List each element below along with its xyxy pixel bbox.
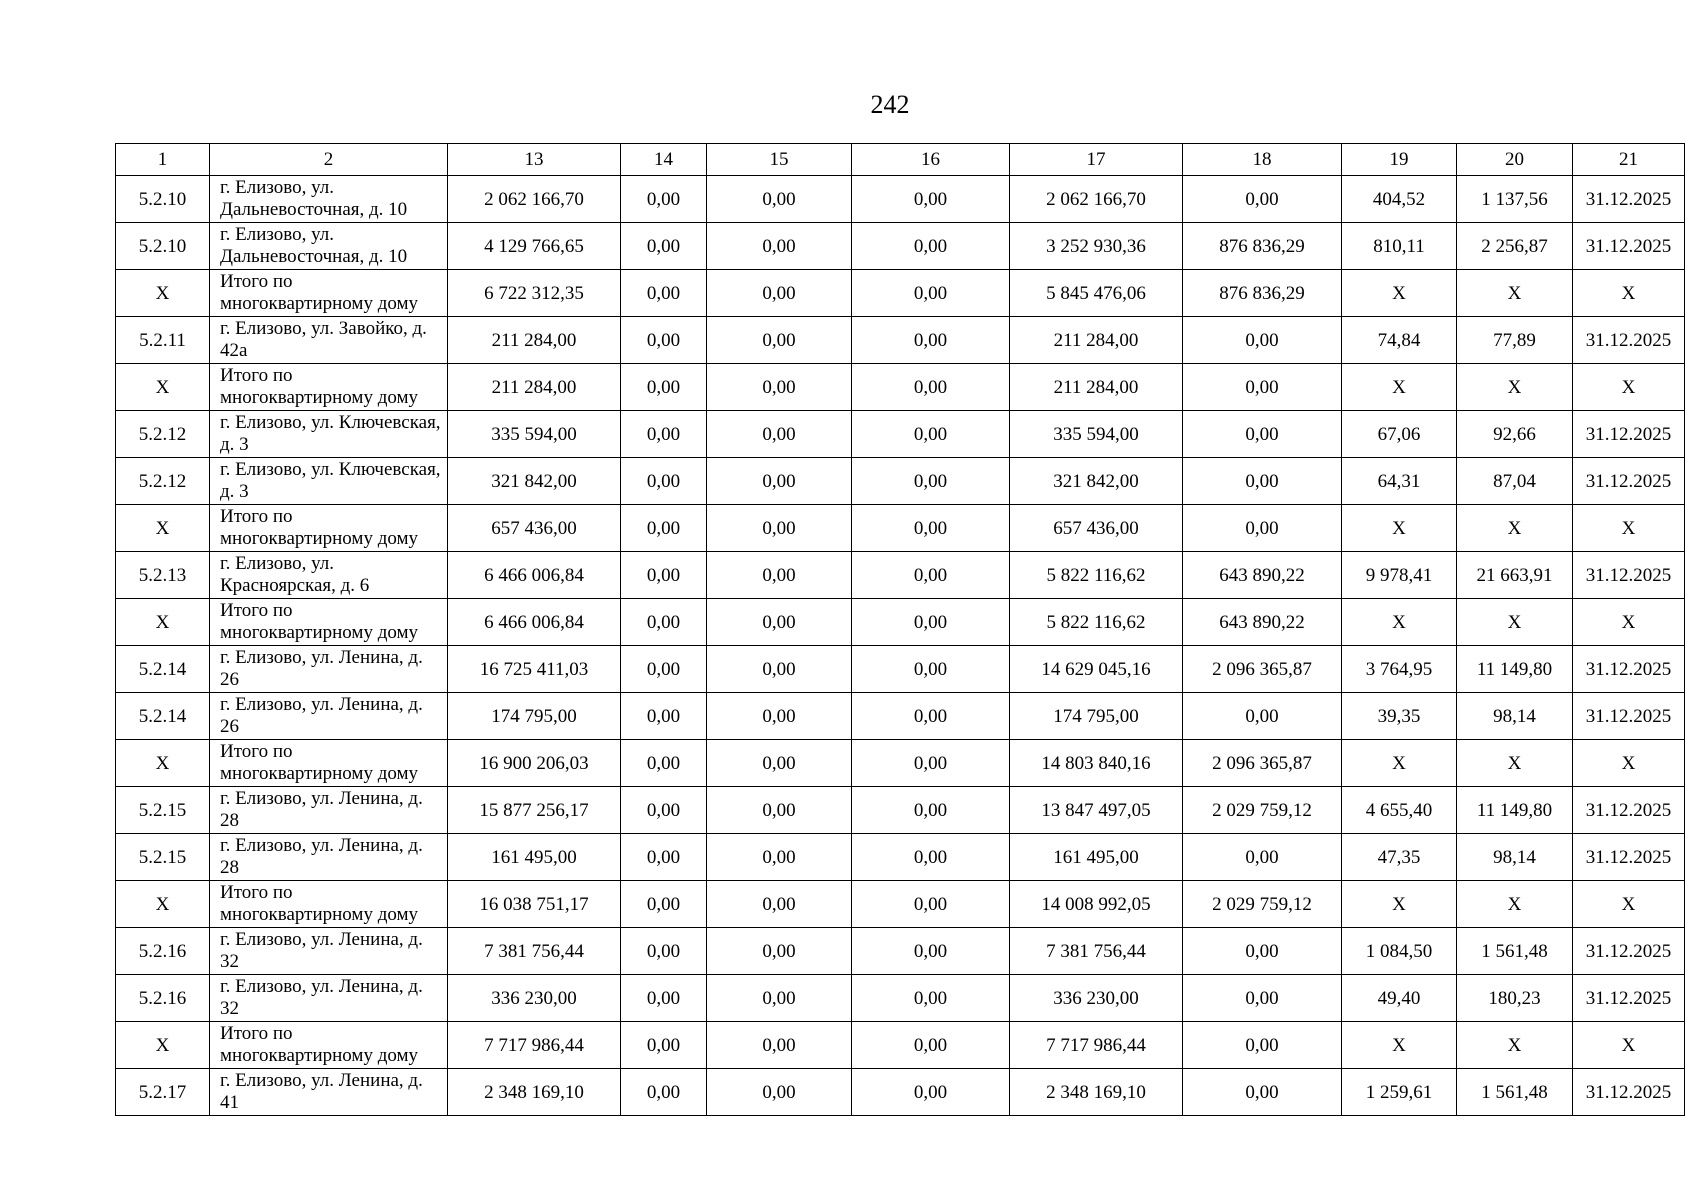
col-16-cell: 0,00 — [852, 552, 1010, 599]
table-row — [116, 505, 1685, 552]
col-16-cell: 0,00 — [852, 834, 1010, 881]
address-cell: г. Елизово, ул. Дальневосточная, д. 10 — [210, 223, 448, 270]
col-17-cell: 5 822 116,62 — [1010, 552, 1183, 599]
col-20-cell: X — [1457, 599, 1573, 646]
address-cell: г. Елизово, ул. Ключевская, д. 3 — [210, 411, 448, 458]
col-16-cell: 0,00 — [852, 787, 1010, 834]
col-21-cell: X — [1573, 599, 1685, 646]
col-17-cell: 14 008 992,05 — [1010, 881, 1183, 928]
col-21-cell: 31.12.2025 — [1573, 975, 1685, 1022]
col-19-cell: X — [1342, 599, 1457, 646]
table-row — [116, 787, 1685, 834]
table-row — [116, 411, 1685, 458]
row-number-cell: X — [116, 599, 210, 646]
table-row — [116, 223, 1685, 270]
col-17-cell: 211 284,00 — [1010, 364, 1183, 411]
col-19-cell: 9 978,41 — [1342, 552, 1457, 599]
col-19-cell: 1 084,50 — [1342, 928, 1457, 975]
column-header: 16 — [852, 144, 1010, 176]
col-20-cell: 92,66 — [1457, 411, 1573, 458]
col-14-cell: 0,00 — [621, 505, 707, 552]
col-17-cell: 5 845 476,06 — [1010, 270, 1183, 317]
col-15-cell: 0,00 — [707, 646, 852, 693]
col-20-cell: X — [1457, 740, 1573, 787]
table-row — [116, 646, 1685, 693]
col-20-cell: 1 137,56 — [1457, 176, 1573, 223]
col-16-cell: 0,00 — [852, 693, 1010, 740]
col-18-cell: 0,00 — [1183, 693, 1342, 740]
col-13-cell: 16 725 411,03 — [448, 646, 621, 693]
col-21-cell: 31.12.2025 — [1573, 317, 1685, 364]
col-16-cell: 0,00 — [852, 599, 1010, 646]
column-header: 13 — [448, 144, 621, 176]
col-13-cell: 7 717 986,44 — [448, 1022, 621, 1069]
address-cell: г. Елизово, ул. Завойко, д. 42а — [210, 317, 448, 364]
col-17-cell: 2 062 166,70 — [1010, 176, 1183, 223]
col-19-cell: X — [1342, 1022, 1457, 1069]
col-19-cell: X — [1342, 881, 1457, 928]
col-19-cell: X — [1342, 364, 1457, 411]
col-15-cell: 0,00 — [707, 599, 852, 646]
col-21-cell: 31.12.2025 — [1573, 176, 1685, 223]
table-row — [116, 928, 1685, 975]
address-cell: Итого по многоквартирному дому — [210, 740, 448, 787]
col-20-cell: 98,14 — [1457, 693, 1573, 740]
table-row — [116, 458, 1685, 505]
table-row — [116, 740, 1685, 787]
col-14-cell: 0,00 — [621, 1022, 707, 1069]
col-15-cell: 0,00 — [707, 176, 852, 223]
address-cell: г. Елизово, ул. Ключевская, д. 3 — [210, 458, 448, 505]
row-number-cell: 5.2.12 — [116, 458, 210, 505]
col-21-cell: 31.12.2025 — [1573, 552, 1685, 599]
row-number-cell: 5.2.16 — [116, 975, 210, 1022]
col-14-cell: 0,00 — [621, 458, 707, 505]
col-17-cell: 161 495,00 — [1010, 834, 1183, 881]
col-21-cell: X — [1573, 505, 1685, 552]
col-21-cell: 31.12.2025 — [1573, 693, 1685, 740]
col-18-cell: 0,00 — [1183, 834, 1342, 881]
col-20-cell: X — [1457, 270, 1573, 317]
col-13-cell: 174 795,00 — [448, 693, 621, 740]
col-20-cell: 11 149,80 — [1457, 787, 1573, 834]
col-15-cell: 0,00 — [707, 317, 852, 364]
table-row — [116, 693, 1685, 740]
row-number-cell: 5.2.15 — [116, 834, 210, 881]
col-19-cell: 74,84 — [1342, 317, 1457, 364]
col-15-cell: 0,00 — [707, 270, 852, 317]
row-number-cell: 5.2.17 — [116, 1069, 210, 1116]
table-row — [116, 1069, 1685, 1116]
col-15-cell: 0,00 — [707, 1069, 852, 1116]
table-row — [116, 552, 1685, 599]
col-21-cell: X — [1573, 364, 1685, 411]
col-17-cell: 211 284,00 — [1010, 317, 1183, 364]
col-15-cell: 0,00 — [707, 740, 852, 787]
col-19-cell: X — [1342, 505, 1457, 552]
col-13-cell: 6 722 312,35 — [448, 270, 621, 317]
col-16-cell: 0,00 — [852, 411, 1010, 458]
col-14-cell: 0,00 — [621, 1069, 707, 1116]
col-15-cell: 0,00 — [707, 458, 852, 505]
col-19-cell: 404,52 — [1342, 176, 1457, 223]
col-13-cell: 4 129 766,65 — [448, 223, 621, 270]
col-14-cell: 0,00 — [621, 881, 707, 928]
col-18-cell: 0,00 — [1183, 975, 1342, 1022]
column-header: 2 — [210, 144, 448, 176]
address-cell: г. Елизово, ул. Ленина, д. 28 — [210, 834, 448, 881]
address-cell: г. Елизово, ул. Красноярская, д. 6 — [210, 552, 448, 599]
col-18-cell: 0,00 — [1183, 176, 1342, 223]
col-15-cell: 0,00 — [707, 693, 852, 740]
row-number-cell: X — [116, 881, 210, 928]
column-header: 18 — [1183, 144, 1342, 176]
address-cell: г. Елизово, ул. Дальневосточная, д. 10 — [210, 176, 448, 223]
col-14-cell: 0,00 — [621, 693, 707, 740]
address-cell: г. Елизово, ул. Ленина, д. 32 — [210, 928, 448, 975]
col-20-cell: 77,89 — [1457, 317, 1573, 364]
address-cell: Итого по многоквартирному дому — [210, 599, 448, 646]
col-19-cell: 4 655,40 — [1342, 787, 1457, 834]
col-14-cell: 0,00 — [621, 552, 707, 599]
col-14-cell: 0,00 — [621, 928, 707, 975]
col-21-cell: 31.12.2025 — [1573, 928, 1685, 975]
col-16-cell: 0,00 — [852, 458, 1010, 505]
col-18-cell: 0,00 — [1183, 364, 1342, 411]
col-19-cell: 67,06 — [1342, 411, 1457, 458]
col-14-cell: 0,00 — [621, 411, 707, 458]
row-number-cell: 5.2.16 — [116, 928, 210, 975]
table-row — [116, 176, 1685, 223]
col-20-cell: 11 149,80 — [1457, 646, 1573, 693]
col-13-cell: 211 284,00 — [448, 317, 621, 364]
col-20-cell: 98,14 — [1457, 834, 1573, 881]
col-20-cell: 21 663,91 — [1457, 552, 1573, 599]
address-cell: г. Елизово, ул. Ленина, д. 32 — [210, 975, 448, 1022]
col-20-cell: 2 256,87 — [1457, 223, 1573, 270]
column-header: 14 — [621, 144, 707, 176]
col-21-cell: X — [1573, 881, 1685, 928]
row-number-cell: 5.2.14 — [116, 693, 210, 740]
col-21-cell: 31.12.2025 — [1573, 834, 1685, 881]
col-18-cell: 2 029 759,12 — [1183, 881, 1342, 928]
col-14-cell: 0,00 — [621, 599, 707, 646]
col-20-cell: 1 561,48 — [1457, 1069, 1573, 1116]
row-number-cell: X — [116, 505, 210, 552]
column-header: 19 — [1342, 144, 1457, 176]
table-row — [116, 975, 1685, 1022]
col-15-cell: 0,00 — [707, 505, 852, 552]
table-row — [116, 599, 1685, 646]
col-17-cell: 174 795,00 — [1010, 693, 1183, 740]
col-15-cell: 0,00 — [707, 411, 852, 458]
col-18-cell: 0,00 — [1183, 411, 1342, 458]
col-16-cell: 0,00 — [852, 975, 1010, 1022]
col-13-cell: 336 230,00 — [448, 975, 621, 1022]
col-13-cell: 321 842,00 — [448, 458, 621, 505]
col-15-cell: 0,00 — [707, 881, 852, 928]
col-21-cell: X — [1573, 270, 1685, 317]
col-16-cell: 0,00 — [852, 364, 1010, 411]
col-18-cell: 0,00 — [1183, 505, 1342, 552]
col-19-cell: 3 764,95 — [1342, 646, 1457, 693]
table-row — [116, 317, 1685, 364]
col-13-cell: 2 348 169,10 — [448, 1069, 621, 1116]
col-20-cell: X — [1457, 505, 1573, 552]
address-cell: г. Елизово, ул. Ленина, д. 28 — [210, 787, 448, 834]
row-number-cell: 5.2.13 — [116, 552, 210, 599]
col-17-cell: 14 803 840,16 — [1010, 740, 1183, 787]
row-number-cell: 5.2.11 — [116, 317, 210, 364]
col-15-cell: 0,00 — [707, 1022, 852, 1069]
table-row — [116, 834, 1685, 881]
address-cell: Итого по многоквартирному дому — [210, 505, 448, 552]
col-16-cell: 0,00 — [852, 317, 1010, 364]
col-21-cell: X — [1573, 740, 1685, 787]
address-cell: г. Елизово, ул. Ленина, д. 26 — [210, 693, 448, 740]
col-18-cell: 0,00 — [1183, 317, 1342, 364]
col-18-cell: 2 096 365,87 — [1183, 646, 1342, 693]
page-number: 242 — [870, 90, 910, 119]
col-19-cell: X — [1342, 740, 1457, 787]
col-16-cell: 0,00 — [852, 270, 1010, 317]
col-18-cell: 2 029 759,12 — [1183, 787, 1342, 834]
col-21-cell: X — [1573, 1022, 1685, 1069]
header-row — [116, 144, 1685, 176]
col-19-cell: 1 259,61 — [1342, 1069, 1457, 1116]
col-15-cell: 0,00 — [707, 975, 852, 1022]
col-16-cell: 0,00 — [852, 223, 1010, 270]
col-14-cell: 0,00 — [621, 270, 707, 317]
address-cell: Итого по многоквартирному дому — [210, 1022, 448, 1069]
col-20-cell: 87,04 — [1457, 458, 1573, 505]
table-row — [116, 364, 1685, 411]
column-header: 20 — [1457, 144, 1573, 176]
col-17-cell: 2 348 169,10 — [1010, 1069, 1183, 1116]
row-number-cell: 5.2.15 — [116, 787, 210, 834]
col-16-cell: 0,00 — [852, 176, 1010, 223]
col-17-cell: 321 842,00 — [1010, 458, 1183, 505]
col-21-cell: 31.12.2025 — [1573, 787, 1685, 834]
column-header: 21 — [1573, 144, 1685, 176]
col-14-cell: 0,00 — [621, 364, 707, 411]
col-16-cell: 0,00 — [852, 1022, 1010, 1069]
table-row — [116, 270, 1685, 317]
column-header: 17 — [1010, 144, 1183, 176]
address-cell: г. Елизово, ул. Ленина, д. 26 — [210, 646, 448, 693]
data-table — [115, 143, 1685, 1116]
col-17-cell: 7 381 756,44 — [1010, 928, 1183, 975]
col-20-cell: X — [1457, 364, 1573, 411]
col-15-cell: 0,00 — [707, 928, 852, 975]
table-row — [116, 881, 1685, 928]
col-21-cell: 31.12.2025 — [1573, 223, 1685, 270]
col-13-cell: 16 900 206,03 — [448, 740, 621, 787]
col-15-cell: 0,00 — [707, 552, 852, 599]
col-18-cell: 643 890,22 — [1183, 599, 1342, 646]
address-cell: г. Елизово, ул. Ленина, д. 41 — [210, 1069, 448, 1116]
col-13-cell: 6 466 006,84 — [448, 552, 621, 599]
col-18-cell: 876 836,29 — [1183, 270, 1342, 317]
col-15-cell: 0,00 — [707, 787, 852, 834]
col-13-cell: 16 038 751,17 — [448, 881, 621, 928]
col-14-cell: 0,00 — [621, 176, 707, 223]
col-14-cell: 0,00 — [621, 223, 707, 270]
address-cell: Итого по многоквартирному дому — [210, 270, 448, 317]
col-13-cell: 7 381 756,44 — [448, 928, 621, 975]
col-18-cell: 0,00 — [1183, 1022, 1342, 1069]
col-13-cell: 15 877 256,17 — [448, 787, 621, 834]
col-13-cell: 6 466 006,84 — [448, 599, 621, 646]
col-18-cell: 0,00 — [1183, 1069, 1342, 1116]
col-16-cell: 0,00 — [852, 505, 1010, 552]
col-14-cell: 0,00 — [621, 834, 707, 881]
col-14-cell: 0,00 — [621, 740, 707, 787]
address-cell: Итого по многоквартирному дому — [210, 364, 448, 411]
col-20-cell: X — [1457, 1022, 1573, 1069]
row-number-cell: X — [116, 270, 210, 317]
col-19-cell: 49,40 — [1342, 975, 1457, 1022]
address-cell: Итого по многоквартирному дому — [210, 881, 448, 928]
row-number-cell: 5.2.14 — [116, 646, 210, 693]
col-17-cell: 657 436,00 — [1010, 505, 1183, 552]
col-13-cell: 161 495,00 — [448, 834, 621, 881]
row-number-cell: 5.2.12 — [116, 411, 210, 458]
col-13-cell: 211 284,00 — [448, 364, 621, 411]
table-row — [116, 1022, 1685, 1069]
col-16-cell: 0,00 — [852, 740, 1010, 787]
col-14-cell: 0,00 — [621, 975, 707, 1022]
row-number-cell: X — [116, 740, 210, 787]
col-14-cell: 0,00 — [621, 646, 707, 693]
col-20-cell: X — [1457, 881, 1573, 928]
col-16-cell: 0,00 — [852, 881, 1010, 928]
col-18-cell: 643 890,22 — [1183, 552, 1342, 599]
row-number-cell: X — [116, 364, 210, 411]
row-number-cell: X — [116, 1022, 210, 1069]
col-17-cell: 336 230,00 — [1010, 975, 1183, 1022]
row-number-cell: 5.2.10 — [116, 176, 210, 223]
col-13-cell: 657 436,00 — [448, 505, 621, 552]
col-21-cell: 31.12.2025 — [1573, 1069, 1685, 1116]
col-15-cell: 0,00 — [707, 223, 852, 270]
table-body — [116, 176, 1685, 1116]
col-17-cell: 14 629 045,16 — [1010, 646, 1183, 693]
col-13-cell: 335 594,00 — [448, 411, 621, 458]
col-19-cell: X — [1342, 270, 1457, 317]
col-20-cell: 1 561,48 — [1457, 928, 1573, 975]
col-19-cell: 64,31 — [1342, 458, 1457, 505]
col-16-cell: 0,00 — [852, 928, 1010, 975]
col-18-cell: 2 096 365,87 — [1183, 740, 1342, 787]
col-19-cell: 810,11 — [1342, 223, 1457, 270]
col-20-cell: 180,23 — [1457, 975, 1573, 1022]
col-21-cell: 31.12.2025 — [1573, 411, 1685, 458]
col-14-cell: 0,00 — [621, 317, 707, 364]
col-15-cell: 0,00 — [707, 364, 852, 411]
col-16-cell: 0,00 — [852, 646, 1010, 693]
col-18-cell: 876 836,29 — [1183, 223, 1342, 270]
col-13-cell: 2 062 166,70 — [448, 176, 621, 223]
col-15-cell: 0,00 — [707, 834, 852, 881]
col-21-cell: 31.12.2025 — [1573, 458, 1685, 505]
row-number-cell: 5.2.10 — [116, 223, 210, 270]
col-17-cell: 3 252 930,36 — [1010, 223, 1183, 270]
col-17-cell: 5 822 116,62 — [1010, 599, 1183, 646]
col-16-cell: 0,00 — [852, 1069, 1010, 1116]
col-17-cell: 335 594,00 — [1010, 411, 1183, 458]
col-19-cell: 39,35 — [1342, 693, 1457, 740]
col-14-cell: 0,00 — [621, 787, 707, 834]
col-17-cell: 13 847 497,05 — [1010, 787, 1183, 834]
col-17-cell: 7 717 986,44 — [1010, 1022, 1183, 1069]
col-18-cell: 0,00 — [1183, 928, 1342, 975]
column-header: 15 — [707, 144, 852, 176]
column-header: 1 — [116, 144, 210, 176]
col-19-cell: 47,35 — [1342, 834, 1457, 881]
col-21-cell: 31.12.2025 — [1573, 646, 1685, 693]
col-18-cell: 0,00 — [1183, 458, 1342, 505]
